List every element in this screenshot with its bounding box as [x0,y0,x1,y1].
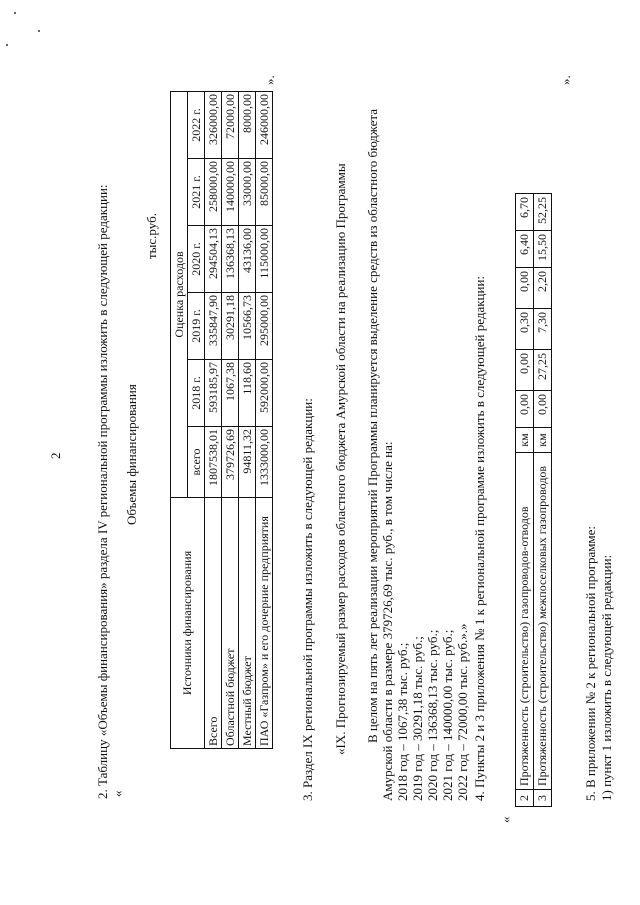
table-cell: 0,00 [534,391,552,428]
item-5-line-1: 5. В приложении № 2 к региональной программе: [583,525,598,801]
item-2-close-quote: ». [262,75,277,85]
table-cell: 27,25 [534,350,552,391]
table-row [239,92,256,749]
table-row [222,92,239,749]
table-cell: 94811,32 [239,427,256,498]
table-header-row [171,92,188,749]
table-cell: 0,30 [516,309,534,350]
table-cell: 140000,00 [222,159,239,226]
section-ix-paragraph-line-1: В целом на пять лет реализации мероприятий Программы планируется выделение средств из областного бюджета [365,109,380,743]
section-ix-paragraph-line-2: Амурской области в размере 379726,69 тыс. руб., в том числе на: [380,441,395,801]
page-number: 2 [48,452,63,459]
table-cell: 2,20 [534,268,552,309]
table-cell: 7,30 [534,309,552,350]
table-row [516,194,534,807]
scan-speck [38,30,40,32]
header-estimate: Оценка расходов [171,92,188,498]
table-cell: 0,00 [516,391,534,428]
row-number: 2 [516,790,534,807]
year-line: 2019 год – 30291,18 тыс. руб.; [410,636,425,801]
table-cell: 592000,00 [256,360,273,427]
item-3-text: 3. Раздел IX региональной программы изложить в следующей редакции: [300,398,315,801]
header-col: 2019 г. [188,293,205,360]
header-source: Источники финансирования [171,498,205,749]
table-cell: 33000,00 [239,159,256,226]
table-cell: 246000,00 [256,92,273,159]
header-col: 2018 г. [188,360,205,427]
table-cell: 10566,73 [239,293,256,360]
header-col: всего [188,427,205,498]
year-line: 2018 год – 1067,38 тыс. руб.; [395,642,410,801]
table-cell: 136368,13 [222,226,239,293]
table-cell: 85000,00 [256,159,273,226]
financing-table-unit: тыс.руб. [144,213,159,259]
table-row [534,194,552,807]
table-cell: 1807538,01 [205,427,222,498]
table-cell: 6,70 [516,194,534,231]
header-col: 2021 г. [188,159,205,226]
table-cell: 6,40 [516,231,534,268]
table-cell: 43136,00 [239,226,256,293]
header-col: 2020 г. [188,226,205,293]
year-line: 2020 год – 136368,13 тыс. руб.; [425,629,440,801]
item-4-open-quote: « [498,816,513,823]
table-cell: 115000,00 [256,226,273,293]
table-cell: 0,00 [516,350,534,391]
item-4-text: 4. Пункты 2 и 3 приложения № 1 к региональной программе изложить в следующей редакции: [472,275,487,801]
table-cell: 1333000,00 [256,427,273,498]
table-cell: 118,60 [239,360,256,427]
row-unit: км [534,428,552,453]
row-unit: км [516,428,534,453]
row-label: ПАО «Газпром» и его дочерние предприятия [256,498,273,749]
table-cell: 295000,00 [256,293,273,360]
row-label: Местный бюджет [239,498,256,749]
row-label: Всего [205,498,222,749]
table-cell: 379726,69 [222,427,239,498]
table-row [256,92,273,749]
header-col: 2022 г. [188,92,205,159]
table-cell: 8000,00 [239,92,256,159]
item-2-text: 2. Таблицу «Объемы финансирования» раздела IV региональной программы изложить в следующей редакции: [95,184,110,799]
item-2-open-quote: « [110,790,125,797]
section-ix-heading: «IX. Прогнозируемый размер расходов областного бюджета Амурской области на реализацию Программы [333,163,348,755]
table-cell: 15,50 [534,231,552,268]
item-5-line-2: 1) пункт 1 изложить в следующей редакции: [599,554,614,801]
indicators-table [515,193,552,807]
item-4-close-quote: ». [558,75,573,85]
table-cell: 593185,97 [205,360,222,427]
scan-speck [6,44,8,46]
table-cell: 52,25 [534,194,552,231]
year-line: 2022 год – 72000,00 тыс. руб.».» [455,623,470,801]
row-name: Протяженность (строительство) межпоселковых газопроводов [534,453,552,790]
table-cell: 335847,90 [205,293,222,360]
financing-table-title: Объемы финансирования [124,384,139,525]
table-cell: 326000,00 [205,92,222,159]
table-cell: 0,00 [516,268,534,309]
scan-speck [14,12,16,14]
financing-table [170,91,273,749]
table-cell: 30291,18 [222,293,239,360]
table-cell: 258000,00 [205,159,222,226]
table-row [205,92,222,749]
table-cell: 1067,38 [222,360,239,427]
table-cell: 294504,13 [205,226,222,293]
row-label: Областной бюджет [222,498,239,749]
row-number: 3 [534,790,552,807]
row-name: Протяженность (строительство) газопроводов-отводов [516,453,534,790]
year-line: 2021 год – 140000,00 тыс. руб.; [440,629,455,801]
table-cell: 72000,00 [222,92,239,159]
